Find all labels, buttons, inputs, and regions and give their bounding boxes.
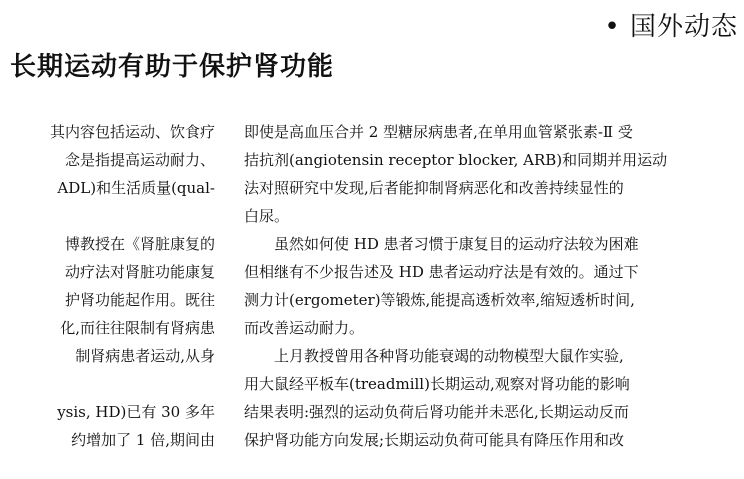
text-line: 即使是高血压合并 2 型糖尿病患者,在单用血管紧张素-Ⅱ 受 bbox=[244, 123, 633, 141]
left-column bbox=[0, 118, 215, 454]
text-line: 用大鼠经平板车(treadmill)长期运动,观察对肾功能的影响 bbox=[244, 375, 630, 393]
text-line: 其内容包括运动、饮食疗 bbox=[49, 123, 215, 141]
text-line: 博教授在《肾脏康复的 bbox=[64, 235, 215, 253]
paragraph-gap bbox=[0, 370, 215, 398]
text-line: 制肾病患者运动,从身 bbox=[75, 347, 215, 365]
text-line: 白尿。 bbox=[244, 207, 290, 225]
text-line: 动疗法对肾脏功能康复 bbox=[64, 263, 215, 281]
text-line: 但相继有不少报告述及 HD 患者运动疗法是有效的。通过下 bbox=[244, 263, 639, 281]
text-line: 结果表明:强烈的运动负荷后肾功能并未恶化,长期运动反而 bbox=[244, 403, 629, 421]
text-line: 拮抗剂(angiotensin receptor blocker, ARB)和同期并用运动 bbox=[244, 151, 668, 169]
text-line: 保护肾功能方向发展;长期运动负荷可能具有降压作用和改 bbox=[244, 431, 625, 449]
section-label: • 国外动态 bbox=[604, 12, 738, 42]
text-line: 护肾功能起作用。既往 bbox=[64, 291, 215, 309]
text-line: 测力计(ergometer)等锻炼,能提高透析效率,缩短透析时间, bbox=[244, 291, 635, 309]
text-line: 念是指提高运动耐力、 bbox=[64, 151, 215, 169]
text-line: ADL)和生活质量(qual- bbox=[57, 179, 215, 197]
text-line: 约增加了 1 倍,期间由 bbox=[71, 431, 215, 449]
right-column bbox=[244, 118, 744, 454]
text-line: ysis, HD)已有 30 多年 bbox=[57, 403, 215, 421]
text-line: 上月教授曾用各种肾功能衰竭的动物模型大鼠作实验, bbox=[244, 347, 624, 365]
text-line: 化,而往往限制有肾病患 bbox=[60, 319, 215, 337]
text-line: 而改善运动耐力。 bbox=[244, 319, 365, 337]
paragraph-gap bbox=[0, 202, 215, 230]
article-title: 长期运动有助于保护肾功能 bbox=[10, 52, 335, 82]
text-line: 法对照研究中发现,后者能抑制肾病恶化和改善持续显性的 bbox=[244, 179, 624, 197]
text-line: 虽然如何使 HD 患者习惯于康复目的运动疗法较为困难 bbox=[244, 235, 639, 253]
